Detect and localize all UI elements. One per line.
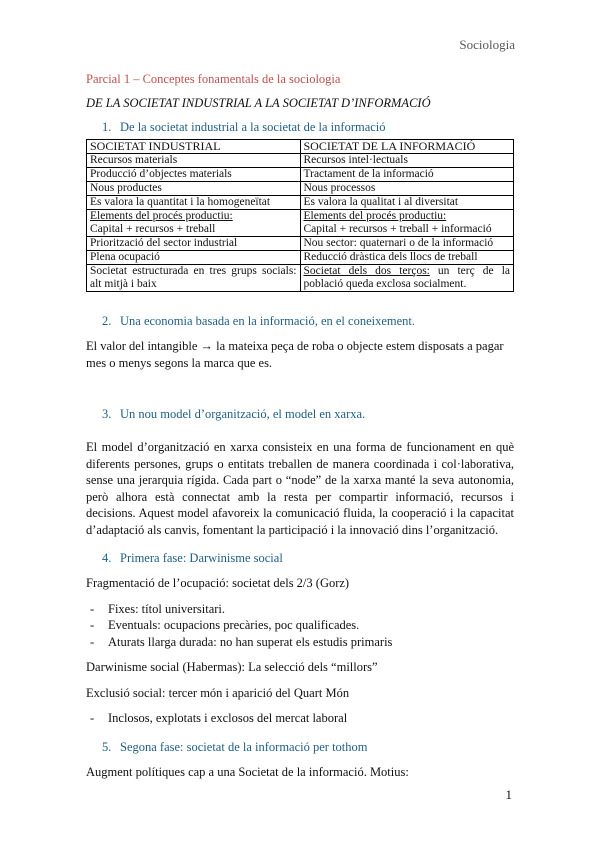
list-item-text: Aturats llarga durada: no han superat els estudis primaris <box>108 634 393 649</box>
table-cell: Nous productes <box>87 182 301 196</box>
list-item: - Aturats llarga durada: no han superat els estudis primaris <box>90 634 393 649</box>
document-page <box>86 68 514 780</box>
table-row <box>87 251 514 265</box>
table-cell-formula: Capital + recursos + treball + informació <box>303 223 492 235</box>
heading-1-number: 1. <box>102 120 112 134</box>
heading-5 <box>86 739 514 755</box>
paragraph-intangible: El valor del intangible → la mateixa peça de roba o objecte estem disposats a pagar mes o menys segons la marca que es. <box>86 339 504 370</box>
list-ocupacio <box>86 601 514 651</box>
heading-4 <box>86 550 514 566</box>
heading-5-text: Segona fase: societat de la informació per tothom <box>120 739 368 754</box>
section-title: Parcial 1 – Conceptes fonamentals de la sociologia <box>86 72 341 86</box>
table-cell: Nou sector: quaternari o de la informació <box>300 237 514 251</box>
document-subtitle: DE LA SOCIETAT INDUSTRIAL A LA SOCIETAT D’INFORMACIÓ <box>86 96 431 110</box>
table-cell-subheading: Elements del procés productiu: <box>303 210 447 222</box>
heading-3-text: Un nou model d’organització, el model en xarxa. <box>120 407 366 421</box>
table-cell-underlined: Societat dels dos terços: <box>303 265 430 277</box>
paragraph-segona-fase: Augment polítiques cap a una Societat de la informació. Motius: <box>86 764 409 779</box>
running-header: Sociologia <box>459 37 515 52</box>
list-item-text: Inclosos, explotats i exclosos del mercat laboral <box>108 711 348 725</box>
heading-3 <box>86 406 514 422</box>
list-item-text: Fixes: títol universitari. <box>108 601 226 616</box>
table-row <box>87 237 514 251</box>
table-cell: Recursos materials <box>87 154 301 168</box>
table-cell: Reducció dràstica dels llocs de treball <box>300 251 514 265</box>
table-cell: Producció d’objectes materials <box>87 168 301 182</box>
table-cell <box>87 210 301 237</box>
table-row <box>87 196 514 210</box>
list-item: - Fixes: títol universitari. <box>90 601 226 616</box>
paragraph-fragmentacio: Fragmentació de l’ocupació: societat dels 2/3 (Gorz) <box>86 576 350 590</box>
table-cell-rest: un terç de la població queda exclosa socialment. <box>303 265 510 290</box>
table-row <box>87 210 514 237</box>
heading-3-number: 3. <box>102 407 112 421</box>
paragraph-xarxa: El model d’organització en xarxa consisteix en una forma de funcionament en què diferents persones, grups o entitats treballen de manera coordinada i col·laborativa, sense una jerarquia rígida. Cada part o “node” de la xarxa manté la seva autonomia, però alhora està connectat amb la resta per compartir informació, recursos i decisions. Aquest model afavoreix la comunicació fluida, la cooperació i la capacitat d’adaptació als canvis, fomentant la participació i la innovació dins l’organització. <box>86 440 514 537</box>
heading-1-text: De la societat industrial a la societat de la informació <box>120 120 386 134</box>
comparison-table <box>86 139 514 292</box>
heading-4-text: Primera fase: Darwinisme social <box>120 551 283 565</box>
table-header-industrial: SOCIETAT INDUSTRIAL <box>87 140 301 154</box>
list-item: - Inclosos, explotats i exclosos del mercat laboral <box>90 711 348 725</box>
table-cell-formula: Capital + recursos + treball <box>90 223 216 235</box>
heading-5-number: 5. <box>102 739 112 754</box>
table-cell: Es valora la qualitat i al diversitat <box>300 196 514 210</box>
table-cell: Priorització del sector industrial <box>87 237 301 251</box>
heading-2-number: 2. <box>102 314 112 328</box>
table-cell: Tractament de la informació <box>300 168 514 182</box>
table-cell: Societat estructurada en tres grups socials: alt mitjà i baix <box>87 265 301 292</box>
table-row <box>87 168 514 182</box>
heading-2-text: Una economia basada en la informació, en el coneixement. <box>120 314 416 328</box>
table-header-informacio: SOCIETAT DE LA INFORMACIÓ <box>300 140 514 154</box>
table-cell <box>300 265 514 292</box>
table-header-row <box>87 140 514 154</box>
table-row <box>87 182 514 196</box>
table-cell <box>300 210 514 237</box>
list-exclusio <box>86 710 514 727</box>
heading-4-number: 4. <box>102 551 112 565</box>
table-cell: Es valora la quantitat i la homogeneïtat <box>87 196 301 210</box>
table-cell: Nous processos <box>300 182 514 196</box>
list-item: - Eventuals: ocupacions precàries, poc qualificades. <box>90 618 360 632</box>
page-number: 1 <box>505 787 512 802</box>
table-cell: Plena ocupació <box>87 251 301 265</box>
heading-1 <box>86 119 514 135</box>
heading-2 <box>86 313 514 329</box>
table-cell: Recursos intel·lectuals <box>300 154 514 168</box>
table-row <box>87 265 514 292</box>
paragraph-exclusio: Exclusió social: tercer món i aparició del Quart Món <box>86 685 350 700</box>
list-item-text: Eventuals: ocupacions precàries, poc qualificades. <box>108 618 360 632</box>
table-cell-subheading: Elements del procés productiu: <box>90 210 233 222</box>
paragraph-darwinisme: Darwinisme social (Habermas): La selecció dels “millors” <box>86 660 378 674</box>
table-row <box>87 154 514 168</box>
